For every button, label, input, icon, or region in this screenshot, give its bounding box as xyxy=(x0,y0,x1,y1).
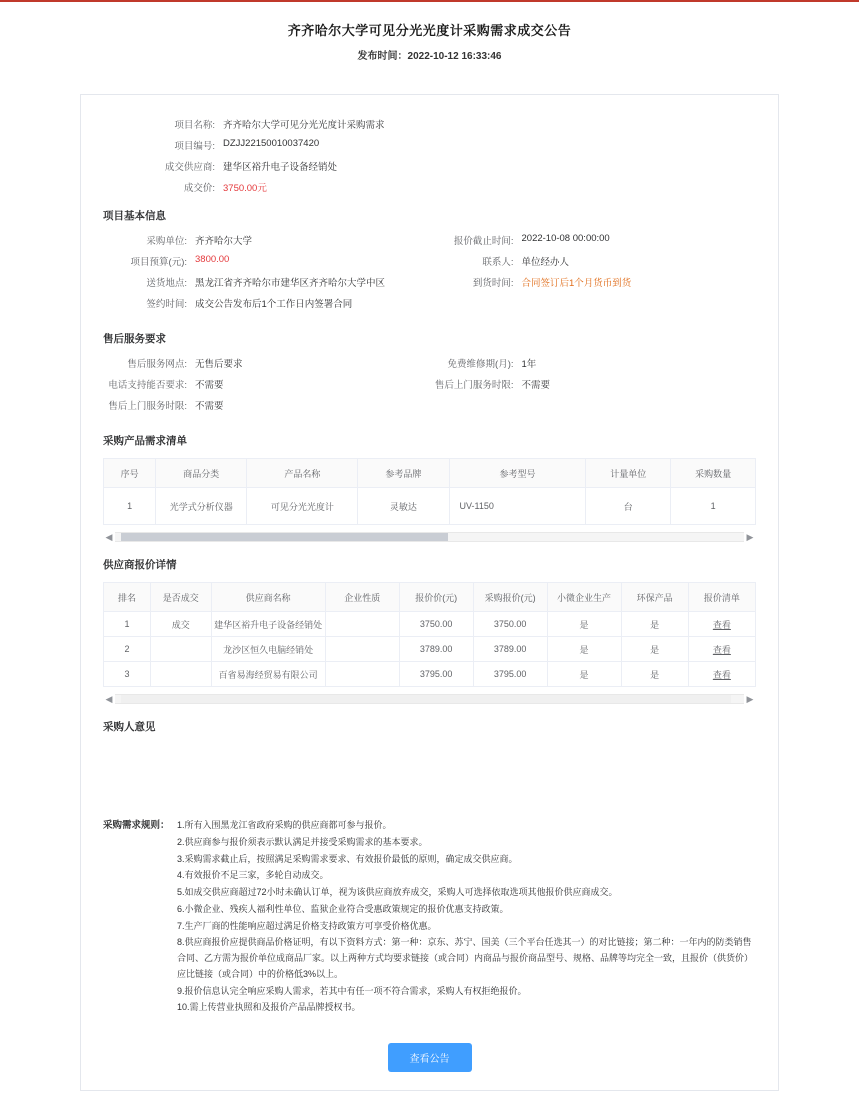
cell-eco-product: 是 xyxy=(621,662,688,687)
footer-actions xyxy=(103,1043,756,1072)
summary-row xyxy=(131,159,756,173)
basic-row xyxy=(430,233,757,247)
summary-row xyxy=(131,138,756,152)
cell-eco-product: 是 xyxy=(621,637,688,662)
view-quote-link[interactable]: 查看 xyxy=(688,637,755,662)
basic-row xyxy=(103,296,756,310)
section-title-opinion: 采购人意见 xyxy=(103,721,156,733)
col-header: 参考型号 xyxy=(449,459,586,488)
cell-unit: 台 xyxy=(586,488,671,525)
cell-enterprise-type xyxy=(325,637,399,662)
col-header: 产品名称 xyxy=(247,459,358,488)
col-header: 小微企业生产 xyxy=(547,583,621,612)
scroll-right-icon[interactable]: ▶ xyxy=(746,532,754,542)
basic-label: 签约时间: xyxy=(146,299,187,310)
product-requirement-table xyxy=(103,458,756,525)
col-header: 采购报价(元) xyxy=(473,583,547,612)
summary-value: DZJJ22150010037420 xyxy=(223,138,320,149)
scroll-right-icon[interactable]: ▶ xyxy=(746,694,754,704)
section-title-quotes: 供应商报价详情 xyxy=(103,559,177,571)
basic-value: 2022-10-08 00:00:00 xyxy=(521,233,610,244)
summary-label: 成交价: xyxy=(183,183,215,194)
publish-time: 发布时间：2022-10-12 16:33:46 xyxy=(357,51,502,62)
cell-supplier: 百省易海经贸易有限公司 xyxy=(211,662,325,687)
col-header: 企业性质 xyxy=(325,583,399,612)
service-label: 电话支持能否要求: xyxy=(108,380,187,391)
basic-label: 报价截止时间: xyxy=(453,236,514,247)
service-label: 售后上门服务时限: xyxy=(434,380,514,391)
scroll-thumb[interactable] xyxy=(121,695,731,703)
top-accent-rule xyxy=(0,0,859,2)
cell-rank: 3 xyxy=(104,662,151,687)
cell-purchase-price: 3789.00 xyxy=(473,637,547,662)
col-header: 供应商名称 xyxy=(211,583,325,612)
rules-label: 采购需求规则： xyxy=(103,820,170,831)
basic-label: 项目预算(元): xyxy=(130,257,187,268)
service-block xyxy=(103,356,756,419)
basic-label: 采购单位: xyxy=(146,236,187,247)
col-header: 报价清单 xyxy=(688,583,755,612)
service-row xyxy=(103,398,756,412)
cell-model: UV-1150 xyxy=(449,488,586,525)
rule-item: 7.生产厂商的性能响应超过满足价格支持政策方可享受价格优惠。 xyxy=(177,920,437,931)
cell-quote-price: 3789.00 xyxy=(399,637,473,662)
col-header: 计量单位 xyxy=(586,459,671,488)
service-value: 无售后要求 xyxy=(195,359,243,370)
cell-eco-product: 是 xyxy=(621,612,688,637)
scroll-left-icon[interactable]: ◀ xyxy=(105,532,113,542)
basic-value: 黑龙江省齐齐哈尔市建华区齐齐哈尔大学中区 xyxy=(195,278,386,289)
rule-item: 5.如成交供应商超过72小时未确认订单，视为该供应商放弃成交，采购人可选择依取选项其他报价供应商成交。 xyxy=(177,887,618,897)
cell-purchase-price: 3795.00 xyxy=(473,662,547,687)
service-value: 不需要 xyxy=(195,380,224,391)
basic-row xyxy=(103,233,430,247)
rule-item: 6.小微企业、残疾人福利性单位、监狱企业符合受惠政策规定的报价优惠支持政策。 xyxy=(177,903,509,914)
basic-row xyxy=(103,275,430,289)
cell-product-name: 可见分光光度计 xyxy=(247,488,358,525)
scroll-track[interactable] xyxy=(115,694,744,704)
col-header: 序号 xyxy=(104,459,156,488)
cell-is-winner: 成交 xyxy=(151,612,211,637)
procurement-rules xyxy=(103,818,756,1017)
col-header: 环保产品 xyxy=(621,583,688,612)
col-header: 报价价(元) xyxy=(399,583,473,612)
summary-row xyxy=(131,180,756,194)
summary-label: 项目编号: xyxy=(174,141,215,152)
cell-is-winner xyxy=(151,662,211,687)
basic-value: 成交公告发布后1个工作日内签署合同 xyxy=(195,299,353,310)
cell-rank: 2 xyxy=(104,637,151,662)
summary-label: 项目名称: xyxy=(174,120,215,131)
service-label: 售后上门服务时限: xyxy=(108,401,187,412)
cell-brand: 灵敏达 xyxy=(358,488,449,525)
cell-sme-made: 是 xyxy=(547,662,621,687)
basic-info-block xyxy=(103,233,756,317)
cell-supplier: 建华区裕升电子设备经销处 xyxy=(211,612,325,637)
basic-label: 送货地点: xyxy=(146,278,187,289)
scroll-left-icon[interactable]: ◀ xyxy=(105,694,113,704)
basic-label: 到货时间: xyxy=(472,278,514,289)
cell-purchase-price: 3750.00 xyxy=(473,612,547,637)
basic-value-delivery: 合同签订后1个月货币到货 xyxy=(521,278,632,289)
cell-supplier: 龙沙区恒久电脑经销处 xyxy=(211,637,325,662)
table-header-row xyxy=(104,583,756,612)
rule-item: 4.有效报价不足三家，多轮自动成交。 xyxy=(177,870,329,881)
rules-body xyxy=(177,818,756,1017)
summary-block xyxy=(131,117,756,194)
section-title-basic: 项目基本信息 xyxy=(103,210,166,222)
basic-value-budget: 3800.00 xyxy=(195,254,230,265)
view-quote-link[interactable]: 查看 xyxy=(688,612,755,637)
bottom-spacer xyxy=(0,1091,859,1109)
summary-value: 建华区裕升电子设备经销处 xyxy=(223,162,338,173)
cell-enterprise-type xyxy=(325,612,399,637)
supplier-quote-table xyxy=(103,582,756,687)
service-label: 免费维修期(月): xyxy=(447,359,514,370)
service-value: 不需要 xyxy=(521,380,551,391)
view-quote-link[interactable]: 查看 xyxy=(688,662,755,687)
table-row xyxy=(104,488,756,525)
cell-enterprise-type xyxy=(325,662,399,687)
service-value: 不需要 xyxy=(195,401,224,412)
service-row xyxy=(103,377,430,391)
purchaser-opinion-text xyxy=(103,744,756,802)
announcement-page xyxy=(0,20,859,1109)
cell-quote-price: 3795.00 xyxy=(399,662,473,687)
section-title-service: 售后服务要求 xyxy=(103,333,166,345)
cell-quantity: 1 xyxy=(671,488,756,525)
service-row xyxy=(430,377,757,391)
table-header-row xyxy=(104,459,756,488)
col-header: 参考品牌 xyxy=(358,459,449,488)
cell-index: 1 xyxy=(104,488,156,525)
cell-category: 光学式分析仪器 xyxy=(156,488,247,525)
summary-value: 齐齐哈尔大学可见分光光度计采购需求 xyxy=(223,120,385,131)
view-notice-button[interactable]: 查看公告 xyxy=(388,1043,472,1072)
basic-row xyxy=(103,254,430,268)
rule-item: 8.供应商报价应提供商品价格证明，有以下资料方式：第一种：京东、苏宁、国美（三个平台任选其一）的对比链接；第二种：一年内的防类销售合同、乙方需为报价单位成商品厂家。以上两种方式均要求链接（或合同）内商品与报价商品型号、规格、品牌等均完全一致，且报价（供货价）应比链接（或合同）中的价格低3%以上。 xyxy=(177,937,754,979)
product-table-scrollbar[interactable] xyxy=(103,531,756,543)
basic-value: 单位经办人 xyxy=(521,257,570,268)
service-value: 1年 xyxy=(521,359,537,370)
service-row xyxy=(103,356,430,370)
cell-rank: 1 xyxy=(104,612,151,637)
quote-table-scrollbar[interactable] xyxy=(103,693,756,705)
service-label: 售后服务网点: xyxy=(127,359,187,370)
rule-item: 3.采购需求截止后，按照满足采购需求要求、有效报价最低的原则，确定成交供应商。 xyxy=(177,853,518,864)
rule-item: 9.报价信息认完全响应采购人需求，若其中有任一项不符合需求，采购人有权拒绝报价。 xyxy=(177,985,527,996)
cell-is-winner xyxy=(151,637,211,662)
section-title-products: 采购产品需求清单 xyxy=(103,435,187,447)
table-row xyxy=(104,612,756,637)
page-title: 齐齐哈尔大学可见分光光度计采购需求成交公告 xyxy=(287,23,572,38)
cell-sme-made: 是 xyxy=(547,637,621,662)
col-header: 是否成交 xyxy=(151,583,211,612)
basic-row xyxy=(430,254,757,268)
summary-label: 成交供应商: xyxy=(164,162,215,173)
summary-value-amount: 3750.00元 xyxy=(223,183,267,194)
col-header: 排名 xyxy=(104,583,151,612)
rule-item: 2.供应商参与报价须表示默认满足并接受采购需求的基本要求。 xyxy=(177,836,428,847)
cell-sme-made: 是 xyxy=(547,612,621,637)
basic-value: 齐齐哈尔大学 xyxy=(195,236,253,247)
table-row xyxy=(104,662,756,687)
col-header: 商品分类 xyxy=(156,459,247,488)
col-header: 采购数量 xyxy=(671,459,756,488)
table-row xyxy=(104,637,756,662)
announcement-panel xyxy=(80,94,779,1091)
service-row xyxy=(430,356,757,370)
basic-label: 联系人: xyxy=(482,257,514,268)
rule-item: 1.所有入围黑龙江省政府采购的供应商都可参与报价。 xyxy=(177,820,392,830)
basic-row xyxy=(430,275,757,289)
cell-quote-price: 3750.00 xyxy=(399,612,473,637)
scroll-thumb[interactable] xyxy=(121,533,448,541)
scroll-track[interactable] xyxy=(115,532,744,542)
summary-row xyxy=(131,117,756,131)
rule-item: 10.需上传营业执照和及报价产品品牌授权书。 xyxy=(177,1002,361,1013)
